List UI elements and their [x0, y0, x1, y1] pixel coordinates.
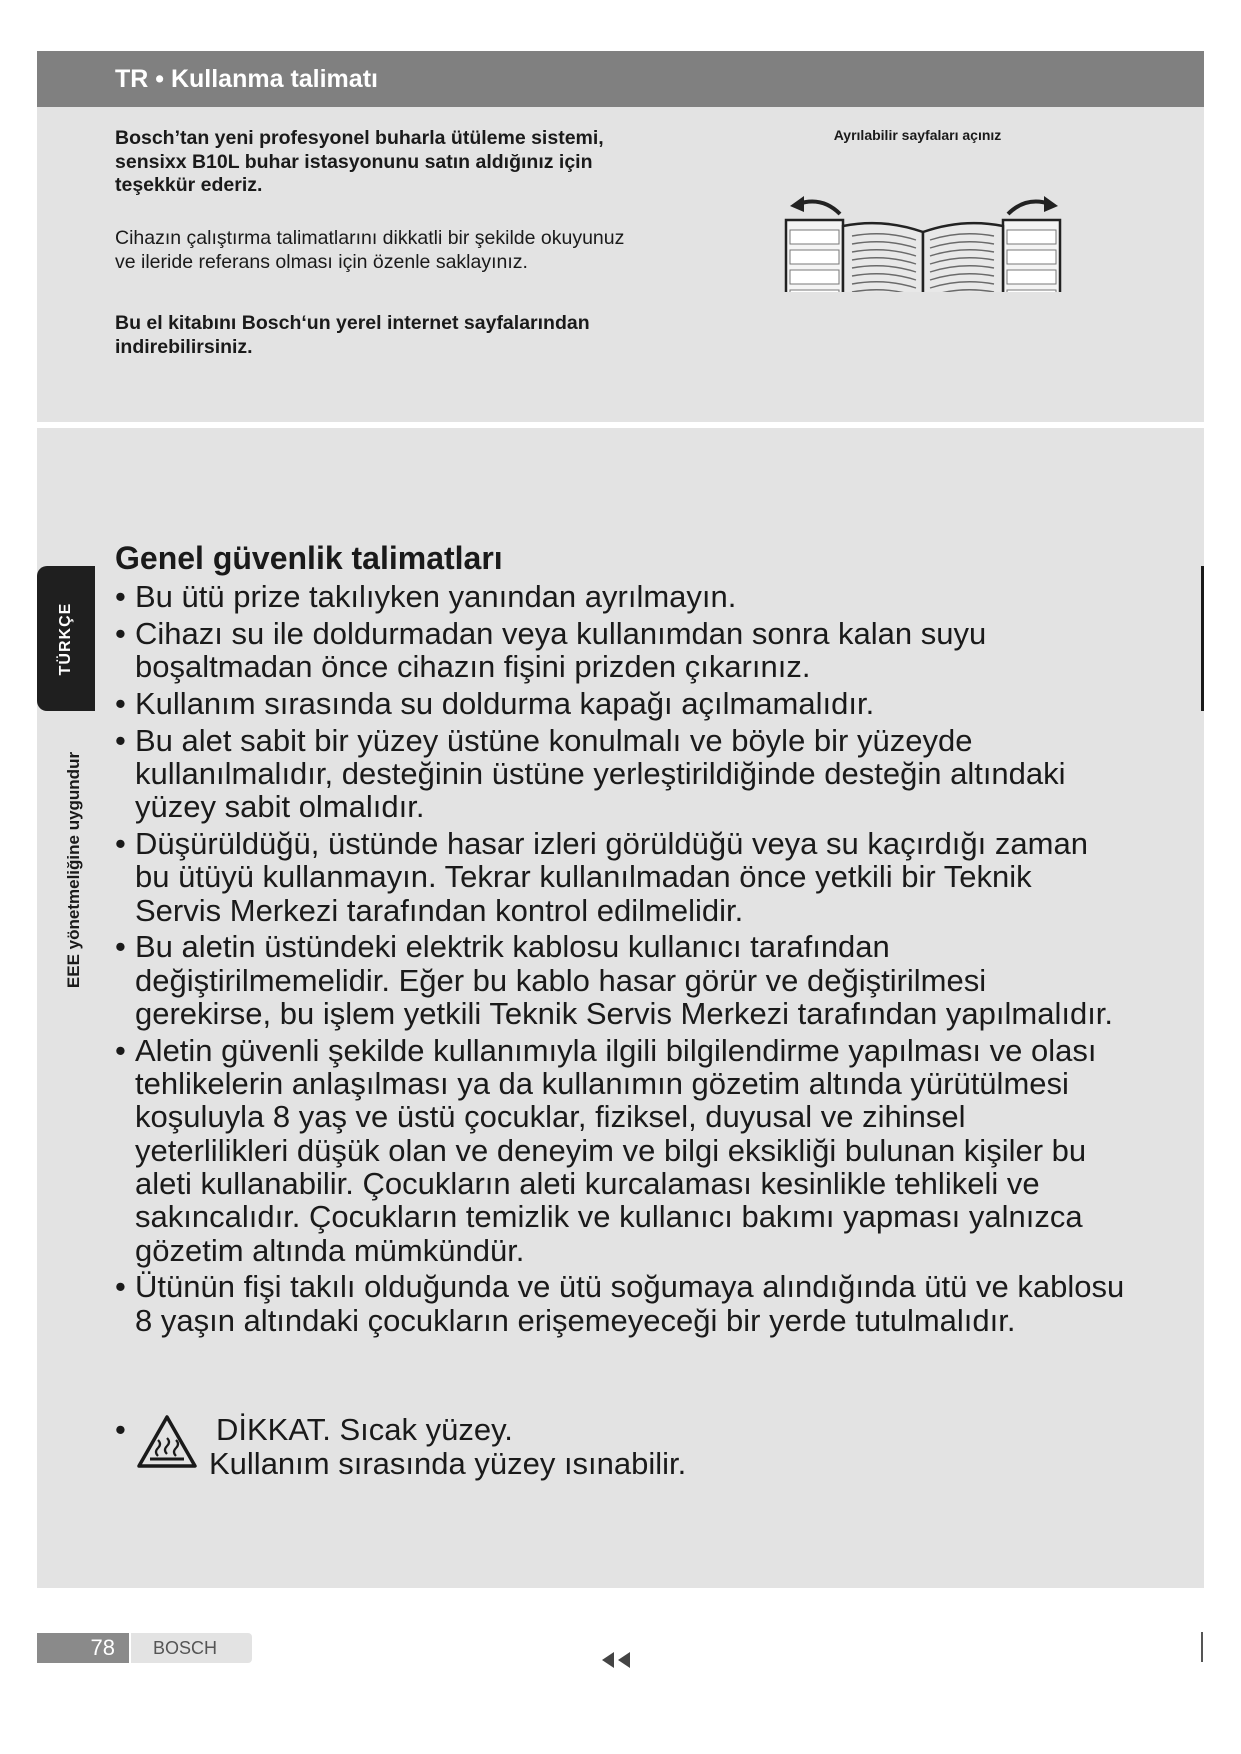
language-tab-label: TÜRKÇE [57, 602, 74, 675]
safety-item: • Bu ütü prize takılıyken yanından ayrılmayın. [115, 580, 1125, 613]
page-edge-marker [1201, 566, 1204, 711]
language-tab[interactable] [37, 566, 95, 711]
hot-surface-warning-icon [136, 1414, 198, 1470]
page-number: 78 [37, 1633, 129, 1663]
eee-compliance-note: EEE yönetmeliğine uygundur [64, 751, 83, 989]
hot-surface-warning [115, 1413, 1015, 1493]
warning-text: Kullanım sırasında yüzey ısınabilir. [209, 1446, 687, 1481]
intro-thanks-text: Bosch’tan yeni profesyonel buharla ütüleme sistemi, sensixx B10L buhar istasyonunu satın aldığınız için teşekkür ederiz. [115, 127, 604, 196]
open-pages-illustration [750, 152, 1095, 292]
warning-title: DİKKAT. Sıcak yüzey. [216, 1412, 513, 1447]
intro-download-text: Bu el kitabını Bosch‘un yerel internet sayfalarından indirebilirsiniz. [115, 312, 590, 358]
safety-item: • Kullanım sırasında su doldurma kapağı açılmamalıdır. [115, 687, 1125, 720]
back-arrows-icon[interactable] [600, 1650, 636, 1670]
safety-list [115, 580, 1125, 1341]
safety-item: • Bu alet sabit bir yüzey üstüne konulmalı ve böyle bir yüzeyde kullanılmalıdır, desteğinin üstüne yerleştirildiğinde desteğin altındaki yüzey sabit olmalıdır. [115, 724, 1125, 824]
safety-item: • Düşürüldüğü, üstünde hasar izleri görüldüğü veya su kaçırdığı zaman bu ütüyü kullanmayın. Tekrar kullanılmadan önce yetkili bir Teknik Servis Merkezi tarafından kontrol edilmelidir. [115, 827, 1125, 927]
section-title: Genel güvenlik talimatları [115, 540, 503, 576]
footer-edge-marker [1201, 1632, 1203, 1662]
warning-bullet: • [115, 1412, 126, 1447]
safety-item: • Aletin güvenli şekilde kullanımıyla ilgili bilgilendirme yapılması ve olası tehlikelerin anlaşılması ya da kullanımın gözetim altında yürütülmesi koşuluyla 8 yaş ve üstü çocuklar, fiziksel, duyusal ve zihinsel yeterlilikleri düşük olan ve deneyim ve bilgi eksikliği bulunan kişiler bu aleti kullanabilir. Çocukların aleti kurcalaması kesinlikle tehlikeli ve sakıncalıdır. Çocukların temizlik ve kullanıcı bakımı yapması yalnızca gözetim altında mümkündür. [115, 1034, 1125, 1267]
safety-item: • Ütünün fişi takılı olduğunda ve ütü soğumaya alındığında ütü ve kablosu 8 yaşın altındaki çocukların erişemeyeceği bir yerde tutulmalıdır. [115, 1270, 1125, 1337]
safety-item: • Bu aletin üstündeki elektrik kablosu kullanıcı tarafından değiştirilmemelidir. Eğer bu kablo hasar görür ve değiştirilmesi gerekirse, bu işlem yetkili Teknik Servis Merkezi tarafından yapılmalıdır. [115, 930, 1125, 1030]
page-title: TR • Kullanma talimatı [115, 65, 378, 93]
intro-read-instructions-text: Cihazın çalıştırma talimatlarını dikkatli bir şekilde okuyunuz ve ileride referans olması için özenle saklayınız. [115, 227, 625, 273]
figure-caption: Ayrılabilir sayfaları açınız [833, 127, 1002, 143]
header-bar [37, 51, 1204, 107]
intro-panel [37, 107, 1204, 422]
safety-item: • Cihazı su ile doldurmadan veya kullanımdan sonra kalan suyu boşaltmadan önce cihazın fişini prizden çıkarınız. [115, 617, 1125, 684]
brand-label: BOSCH [131, 1633, 252, 1663]
